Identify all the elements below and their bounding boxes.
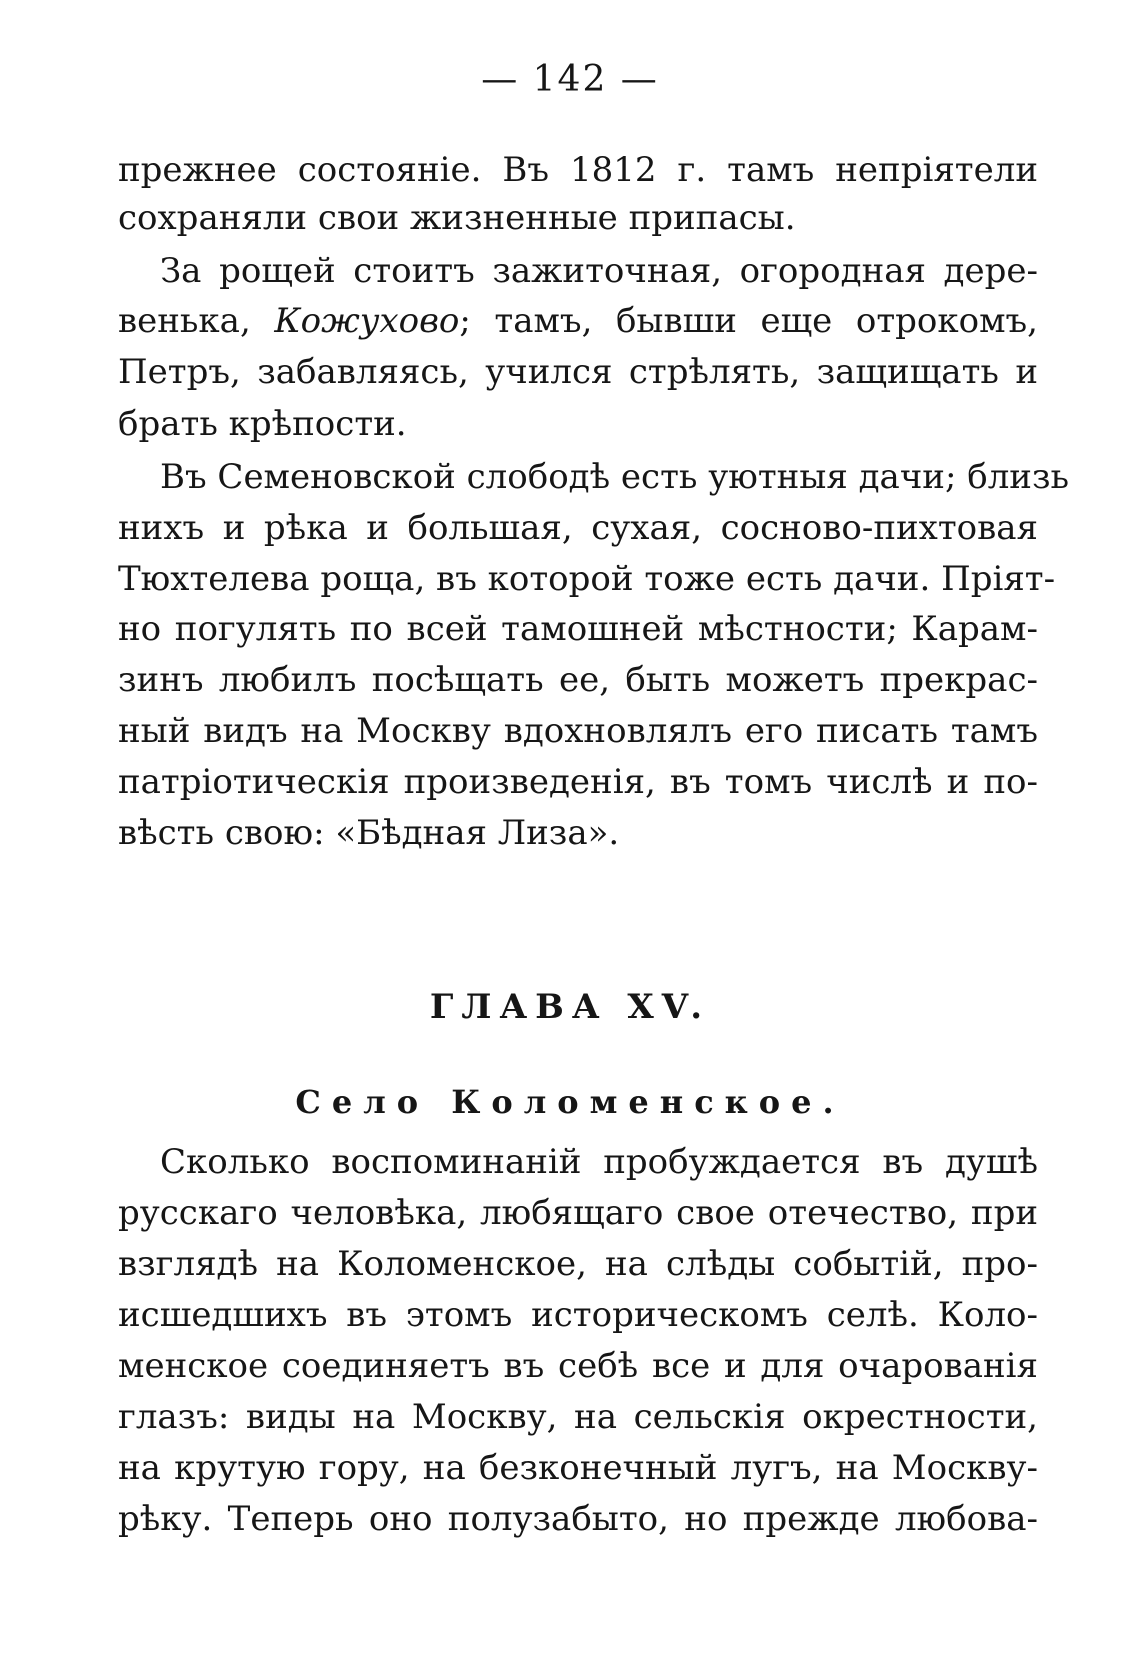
text-line: русскаго человѣка, любящаго свое отечество, при xyxy=(118,1193,1038,1233)
text-line: зинъ любилъ посѣщать ее, быть можетъ прекрас- xyxy=(118,660,1038,700)
text-line: прежнее состоянiе. Въ 1812 г. тамъ непрiятели xyxy=(118,150,1038,190)
text-line: Въ Семеновской слободѣ есть уютныя дачи; близь xyxy=(160,457,1070,497)
text-line: Сколько воспоминанiй пробуждается въ душѣ xyxy=(160,1142,1038,1182)
chapter-title: ГЛАВА XV. xyxy=(429,987,711,1027)
text-line: но погулять по всей тамошней мѣстности; Карам- xyxy=(118,609,1038,649)
text-line: глазъ: виды на Москву, на сельскiя окрестности, xyxy=(118,1397,1038,1437)
text-line: вѣсть свою: «Бѣдная Лиза». xyxy=(118,813,620,853)
text-line: За рощей стоитъ зажиточная, огородная дере- xyxy=(160,251,1038,291)
text-line: Петръ, забавляясь, учился стрѣлять, защищать и xyxy=(118,352,1038,392)
text-line: на крутую гору, на безконечный лугъ, на Москву- xyxy=(118,1448,1038,1488)
text-line: Тюхтелева роща, въ которой тоже есть дачи. Прiят- xyxy=(118,559,1056,599)
text-line: рѣку. Теперь оно полузабыто, но прежде любова- xyxy=(118,1499,1038,1539)
section-title: Село Коломенское. xyxy=(295,1083,845,1121)
text-segment: ; тамъ, бывши еще отрокомъ, xyxy=(459,301,1038,341)
italic-place-name: Кожухово xyxy=(274,301,460,341)
text-line: брать крѣпости. xyxy=(118,404,407,444)
text-line: ный видъ на Москву вдохновлялъ его писать тамъ xyxy=(118,711,1038,751)
text-line: нихъ и рѣка и большая, сухая, сосново-пихтовая xyxy=(118,508,1038,548)
page-number: — 142 — xyxy=(481,59,659,100)
text-line: менское соединяетъ въ себѣ все и для очарованiя xyxy=(118,1346,1038,1386)
text-line: исшедшихъ въ этомъ историческомъ селѣ. Коло- xyxy=(118,1295,1038,1335)
text-line: взглядѣ на Коломенское, на слѣды событiй, про- xyxy=(118,1244,1038,1284)
text-segment: венька, xyxy=(118,301,275,341)
text-line xyxy=(118,299,1038,343)
text-line: патрiотическiя произведенiя, въ томъ числѣ и по- xyxy=(118,762,1038,802)
text-line: сохраняли свои жизненные припасы. xyxy=(118,198,796,238)
